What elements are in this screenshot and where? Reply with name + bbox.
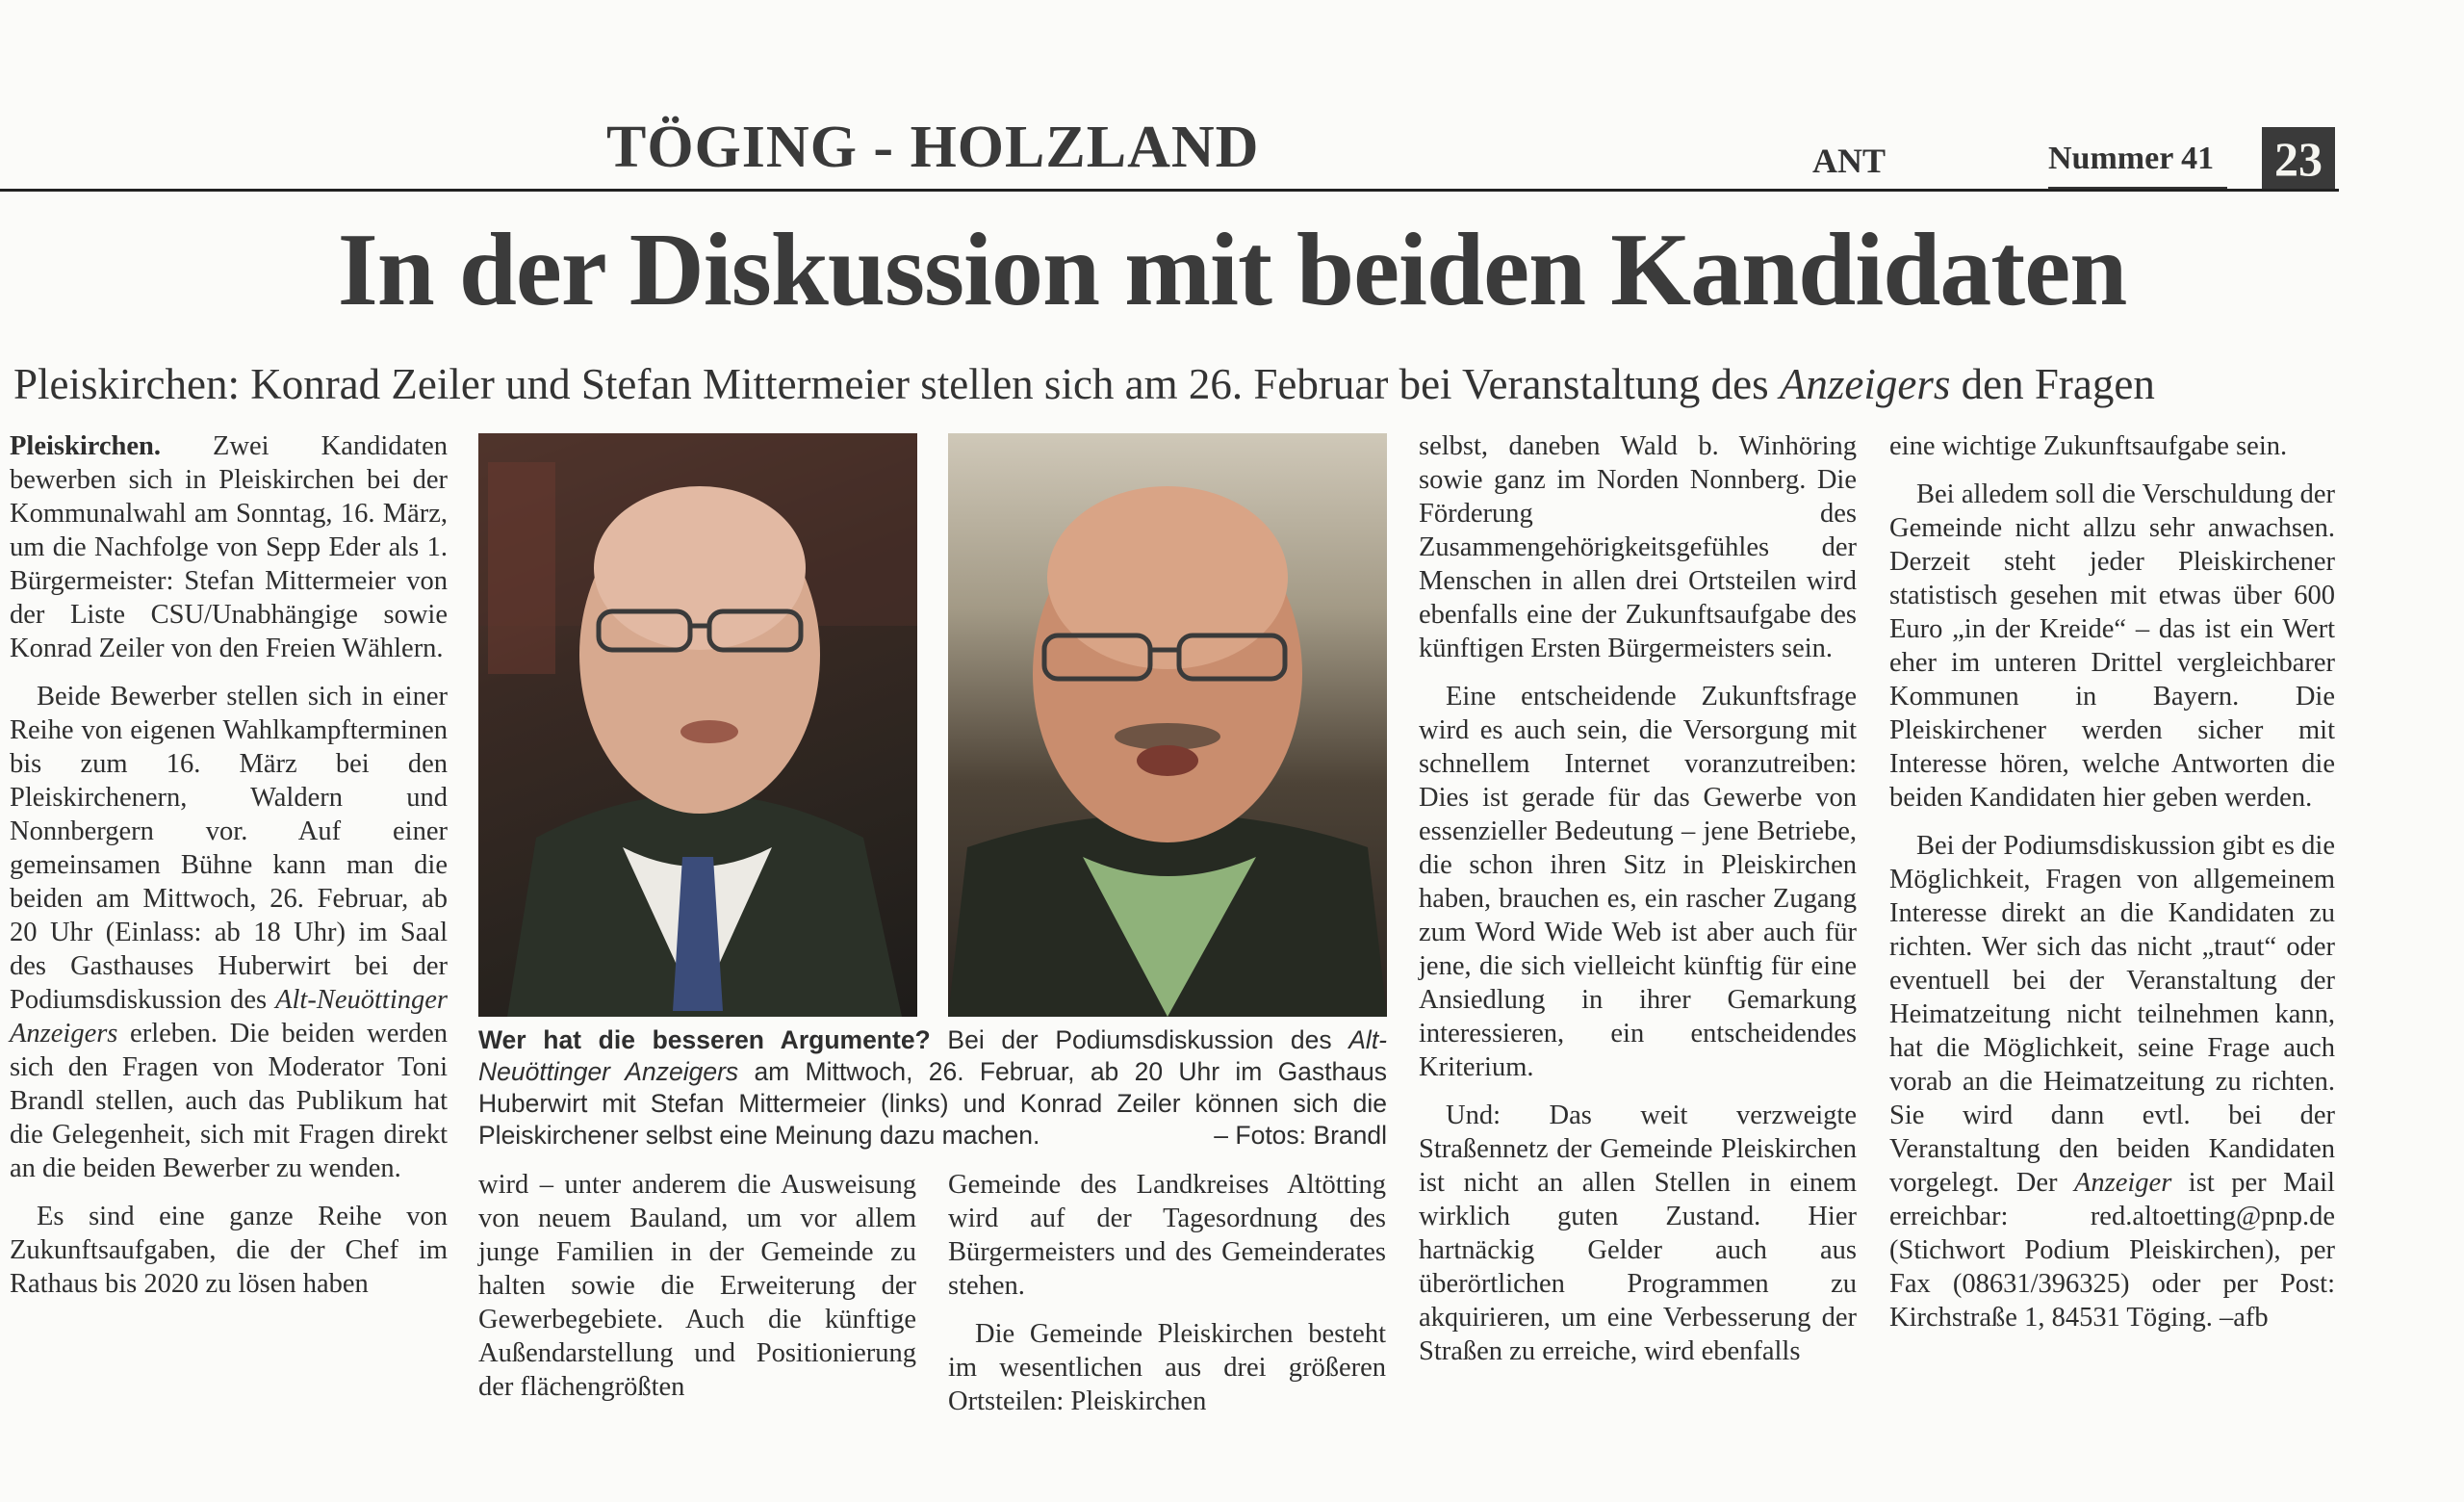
caption-text: am Mittwoch, 26. Februar, ab 20 Uhr im Gasthaus Huberwirt mit Stefan Mittermeier (links) und Konrad Zeiler können sich die Pleiskirchener selbst eine Meinung dazu machen. [478, 1057, 1387, 1150]
paragraph: Und: Das weit verzweigte Straßennetz der Gemeinde Pleiskirchen ist nicht an allen Stellen in einem wirklich guten Zustand. Hier hartnäckig Gelder auch aus überörtlichen Programmen zu akquirieren, um eine Verbesserung der Straßen zu erreiche, wird ebenfalls [1419, 1101, 1857, 1366]
caption-text: Bei der Podiumsdiskussion des [930, 1025, 1349, 1054]
paragraph-text: Zwei Kandidaten bewerben sich in Pleiskirchen bei der Kommunalwahl am Sonntag, 16. März, um die Nachfolge von Sepp Eder als 1. Bürgermeister: Stefan Mittermeier von der Liste CSU/Unabhängige sowie Konrad Zeiler von den Freien Wählern. [10, 431, 448, 663]
portrait-left [478, 433, 917, 1017]
paragraph: Es sind eine ganze Reihe von Zukunftsaufgaben, die der Chef im Rathaus bis 2020 zu lösen haben [10, 1202, 448, 1299]
paragraph: Gemeinde des Landkreises Altötting wird auf der Tagesordnung des Bürgermeisters und des Gemeinderates stehen. [948, 1170, 1386, 1301]
paragraph [1889, 829, 2335, 1334]
paragraph-text: ist per Mail erreichbar: red.altoetting@pnp.de (Stichwort Podium Pleiskirchen), per Fax (08631/396325) oder per Post: Kirchstraße 1, 84531 Töging. –afb [1889, 1168, 2335, 1333]
photo-konrad-zeiler [948, 433, 1387, 1017]
paragraph: Die Gemeinde Pleiskirchen besteht im wesentlichen aus drei größeren Ortsteilen: Pleiskirchen [948, 1319, 1386, 1416]
paragraph: Eine entscheidende Zukunftsfrage wird es auch sein, die Versorgung mit schnellem Internet voranzutreiben: Dies ist gerade für das Gewerbe von essenzieller Bedeutung – jene Betriebe, die schon ihren Sitz in Pleiskirchen haben, brauchen es, ein rascher Zugang zum Word Wide Web ist aber auch für jene, die sich vielleicht künftig für eine Ansiedlung in ihrer Gemarkung interessieren, ein entscheidendes Kriterium. [1419, 682, 1857, 1082]
paragraph [10, 429, 448, 665]
subheadline-text-end: den Fragen [1950, 360, 2155, 408]
photo-credit: – Fotos: Brandl [1214, 1121, 1387, 1150]
caption-publication: Alt-Neuöttinger Anzeigers [478, 1025, 1387, 1086]
caption-lead: Wer hat die besseren Argumente? [478, 1025, 931, 1054]
paragraph: wird – unter anderem die Ausweisung von neuem Bauland, um vor allem junge Familien in der Gemeinde zu halten sowie die Erweiterung der Gewerbegebiete. Auch die künftige Außendarstellung und Positionierung der flächengrößten [478, 1170, 916, 1402]
paragraph: eine wichtige Zukunftsaufgabe sein. [1889, 431, 2288, 461]
photo-stefan-mittermeier [478, 433, 917, 1017]
subheadline-text: Pleiskirchen: Konrad Zeiler und Stefan Mittermeier stellen sich am 26. Februar bei Veranstaltung des [13, 360, 1780, 408]
article-column-3 [478, 1168, 916, 1418]
paragraph [10, 680, 448, 1185]
publication-name: Alt-Neuöttinger Anzeigers [10, 985, 448, 1049]
header-rule [0, 189, 2339, 192]
edition-label: ANT [1812, 142, 1886, 180]
article-column-5 [1419, 429, 1857, 1383]
paragraph-text: Beide Bewerber stellen sich in einer Reihe von eigenen Wahlkampfterminen bis zum 16. März bei den Pleiskirchenern, Waldern und Nonnbergern vor. Auf einer gemeinsamen Bühne kann man die beiden am Mittwoch, 26. Februar, ab 20 Uhr (Einlass: ab 18 Uhr) im Saal des Gasthauses Huberwirt bei der Podiumsdiskussion des [10, 682, 448, 1015]
paragraph: Bei alledem soll die Verschuldung der Gemeinde nicht allzu sehr anwachsen. Derzeit steht jeder Pleiskirchener statistisch gesehen mit etwas über 600 Euro „in der Kreide“ – das ist ein Wert eher im unteren Drittel vergleichbarer Kommunen in Bayern. Die Pleiskirchener werden sicher mit Interesse hören, welche Antworten die beiden Kandidaten hier geben werden. [1889, 479, 2335, 813]
portrait-right [948, 433, 1387, 1017]
paragraph: selbst, daneben Wald b. Winhöring sowie ganz im Norden Nonnberg. Die Förderung des Zusammengehörigkeitsgefühles der Menschen in allen drei Ortsteilen wird ebenfalls eine der Zukunftsaufgabe des künftigen Ersten Bürgermeisters sein. [1419, 431, 1857, 663]
article-column-4 [948, 1168, 1386, 1433]
paragraph-text: erleben. Die beiden werden sich den Fragen von Moderator Toni Brandl stellen, auch das Publikum hat die Gelegenheit, sich mit Fragen direkt an die beiden Bewerber zu wenden. [10, 1019, 448, 1183]
subheadline-emphasis: Anzeigers [1779, 360, 1951, 408]
paragraph-text: Bei der Podiumsdiskussion gibt es die Möglichkeit, Fragen von allgemeinem Interesse direkt an die Kandidaten zu richten. Wer sich das nicht „traut“ oder eventuell bei der Veranstaltung der Heimatzeitung nicht teilnehmen kann, hat die Möglichkeit, seine Frage auch vorab an die Heimatzeitung zu richten. Sie wird dann evtl. bei der Veranstaltung den beiden Kandidaten vorgelegt. Der [1889, 831, 2335, 1198]
subheadline [13, 361, 2439, 409]
page-number: 23 [2262, 127, 2335, 191]
photo-caption [478, 1024, 1387, 1152]
issue-number: Nummer 41 [2048, 141, 2215, 176]
article-column-1 [10, 429, 448, 1315]
headline: In der Diskussion mit beiden Kandidaten [337, 213, 2127, 327]
publication-name: Anzeiger [2073, 1168, 2172, 1198]
article-column-6 [1889, 429, 2335, 1349]
dateline: Pleiskirchen. [10, 431, 162, 461]
section-title: TÖGING - HOLZLAND [606, 115, 1260, 180]
